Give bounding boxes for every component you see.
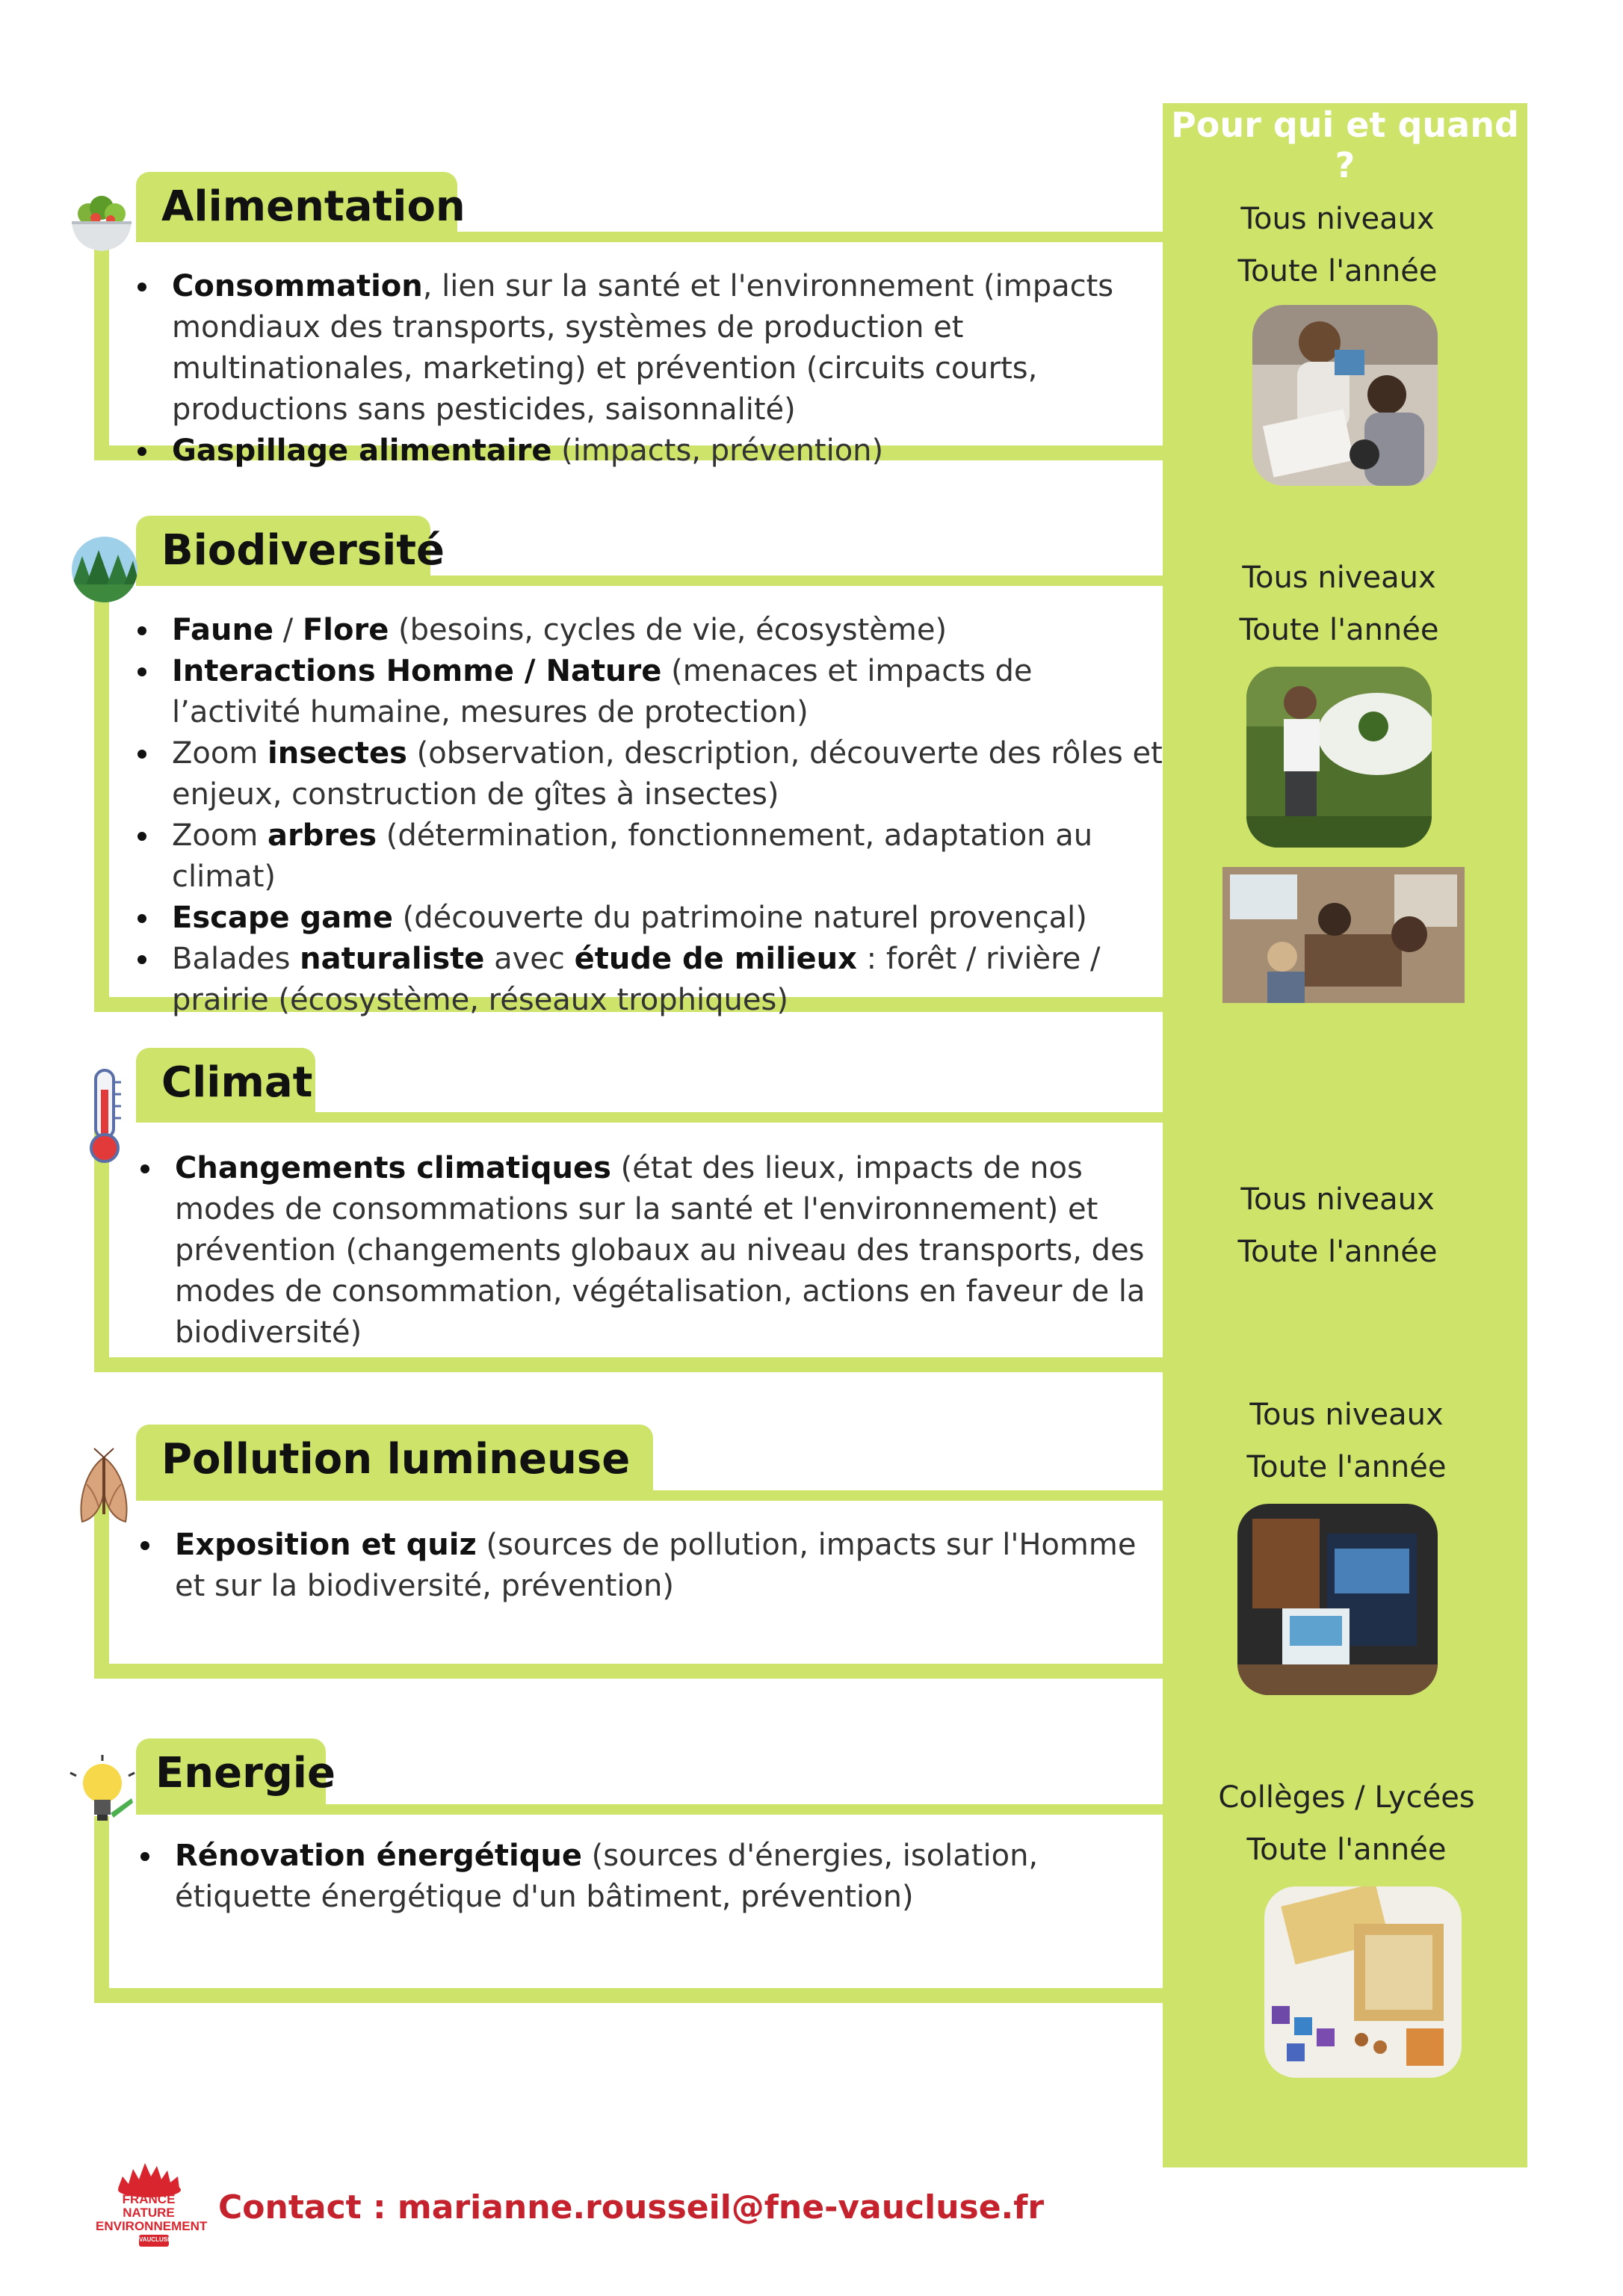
list-item: Faune / Flore (besoins, cycles de vie, écosystème): [133, 610, 1164, 651]
sidebar-block-climat: [1166, 1173, 1509, 1278]
photo-insect-net-field: [1246, 667, 1432, 848]
list-item: Zoom insectes (observation, description, découverte des rôles et enjeux, construction de gîtes à insectes): [133, 733, 1164, 815]
section-title-biodiversite: Biodiversité: [136, 516, 430, 581]
sidebar-title: Pour qui et quand ?: [1171, 105, 1519, 185]
list-item: Changements climatiques (état des lieux, impacts de nos modes de consommations sur la santé et l'environnement) et prévention (changements globaux au niveau des transports, des modes de consommation, végétalisation, actions en faveur de la biodiversité): [136, 1148, 1164, 1354]
section-energie-headbar: [136, 1804, 1163, 1815]
section-biodiversite-list: [133, 610, 1164, 1021]
period-label: Toute l'année: [1246, 1833, 1447, 1867]
period-label: Toute l'année: [1237, 254, 1438, 288]
list-item: Balades naturaliste avec étude de milieux : forêt / rivière / prairie (écosystème, réseaux trophiques): [133, 939, 1164, 1021]
period-label: Toute l'année: [1239, 613, 1439, 647]
thermometer-icon: [69, 1067, 140, 1164]
section-climat-list: [136, 1148, 1164, 1354]
moth-icon: [72, 1447, 136, 1529]
section-title-energie: Energie: [136, 1738, 326, 1804]
audience-label: Tous niveaux: [1240, 1182, 1435, 1217]
list-item: Exposition et quiz (sources de pollution, impacts sur l'Homme et sur la biodiversité, prévention): [136, 1525, 1164, 1607]
period-label: Toute l'année: [1237, 1235, 1438, 1269]
section-title-pollution-lumineuse: Pollution lumineuse: [136, 1425, 653, 1490]
photo-escape-game: [1222, 867, 1465, 1003]
logo-line-3: VAUCLUSE: [139, 2236, 172, 2243]
salad-bowl-icon: [66, 187, 137, 259]
forest-icon: [69, 534, 140, 605]
sidebar-block-energie: [1175, 1771, 1518, 1876]
sidebar-block-biodiversite: [1167, 552, 1511, 656]
period-label: Toute l'année: [1246, 1450, 1447, 1484]
section-title-climat: Climat: [136, 1048, 315, 1114]
list-item: Interactions Homme / Nature (menaces et impacts de l’activité humaine, mesures de protection): [133, 651, 1164, 733]
section-climat-headbar: [136, 1112, 1163, 1123]
section-alimentation-list: [133, 266, 1164, 472]
list-item: Consommation, lien sur la santé et l'environnement (impacts mondiaux des transports, systèmes de production et multinationales, marketing) et prévention (circuits courts, productions sans pesticides, saisonnalité): [133, 266, 1164, 430]
section-pollution-list: [136, 1525, 1164, 1607]
sidebar-block-alimentation: [1166, 193, 1509, 297]
photo-board-game: [1264, 1886, 1462, 2078]
sidebar-block-pollution: [1175, 1389, 1518, 1493]
fne-logo: [96, 2147, 208, 2251]
audience-label: Tous niveaux: [1249, 1398, 1444, 1432]
audience-label: Collèges / Lycées: [1218, 1780, 1475, 1815]
section-energie-list: [136, 1836, 1164, 1918]
list-item: Gaspillage alimentaire (impacts, prévention): [133, 430, 1164, 472]
list-item: Zoom arbres (détermination, fonctionnement, adaptation au climat): [133, 815, 1164, 898]
photo-exhibition-panels: [1237, 1504, 1438, 1695]
logo-line-2: ENVIRONNEMENT: [96, 2219, 208, 2233]
audience-label: Tous niveaux: [1240, 202, 1435, 236]
photo-children-activity: [1252, 305, 1438, 486]
section-title-alimentation: Alimentation: [136, 172, 457, 238]
logo-line-1: FRANCE NATURE: [122, 2192, 176, 2220]
contact-email[interactable]: Contact : marianne.rousseil@fne-vaucluse.fr: [218, 2188, 1045, 2226]
audience-label: Tous niveaux: [1242, 561, 1436, 595]
list-item: Rénovation énergétique (sources d'énergies, isolation, étiquette énergétique d'un bâtiment, prévention): [136, 1836, 1164, 1918]
list-item: Escape game (découverte du patrimoine naturel provençal): [133, 898, 1164, 939]
lightbulb-icon: [69, 1753, 136, 1828]
section-pollution-headbar: [136, 1490, 1163, 1501]
